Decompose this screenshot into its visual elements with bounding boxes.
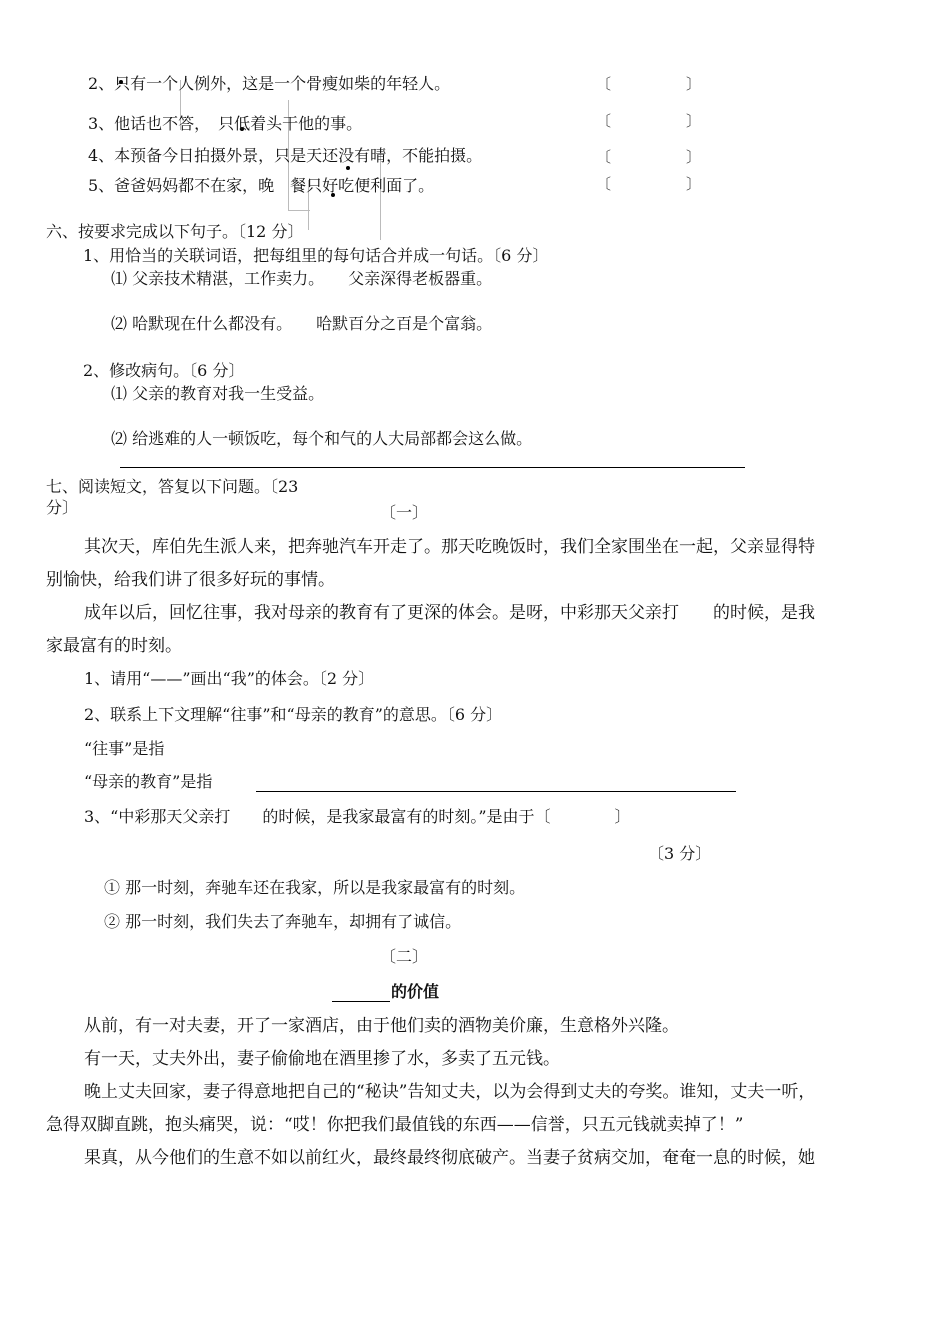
question-6-2-sentence-2: ⑵ 给逃难的人一顿饭吃，每个和气的人大局部都会这么做。 [111,429,533,448]
option-1[interactable]: ① 那一时刻，奔驰车还在我家，所以是我家最富有的时刻。 [104,878,526,897]
question-7-2: 2、联系上下文理解“往事”和“母亲的教育”的意思。〔6 分〕 [84,705,503,724]
option-2[interactable]: ② 那一时刻，我们失去了奔驰车，却拥有了诚信。 [104,912,462,931]
question-6-2-title: 2、修改病句。〔6 分〕 [83,361,245,380]
question-6-1-title: 1、用恰当的关联词语，把每组里的每句话合并成一句话。〔6 分〕 [83,246,549,265]
passage-paragraph: 急得双脚直跳，抱头痛哭，说：“哎！你把我们最值钱的东西——信誉，只五元钱就卖掉了！” [46,1115,744,1135]
question-7-2-b: “母亲的教育”是指 [84,772,213,791]
passage-one-label: 〔一〕 [380,503,429,522]
passage-paragraph: 有一天，丈夫外出，妻子偷偷地在酒里掺了水，多卖了五元钱。 [84,1049,560,1069]
question-6-1-sentence-2: ⑵ 哈默现在什么都没有。 哈默百分之百是个富翁。 [111,314,493,333]
passage-paragraph: 从前，有一对夫妻，开了一家酒店，由于他们卖的酒物美价廉，生意格外兴隆。 [84,1016,679,1036]
question-6-1-sentence-1: ⑴ 父亲技术精湛，工作卖力。 父亲深得老板器重。 [111,269,493,288]
passage-paragraph: 家最富有的时刻。 [46,636,182,656]
passage-paragraph: 果真，从今他们的生意不如以前红火，最终最终彻底破产。当妻子贫病交加，奄奄一息的时候，她 [84,1148,815,1168]
answer-line[interactable] [256,791,736,792]
passage-two-title: 的价值 [391,982,440,1001]
passage-two-label: 〔二〕 [380,947,429,966]
question-7-3-score: 〔3 分〕 [648,844,712,863]
answer-bracket-4[interactable]: 〔 〕 [596,148,702,166]
question-item-5: 5、爸爸妈妈都不在家，晚 餐只好吃便利面了。 [88,176,435,195]
question-7-3: 3、“中彩那天父亲打 的时候，是我家最富有的时刻。”是由于〔 〕 [84,807,631,826]
question-7-2-a: “往事”是指 [84,739,165,758]
question-item-2: 2、只有一个人例外，这是一个骨瘦如柴的年轻人。 [88,74,451,93]
section-seven-heading-cont: 分〕 [46,498,79,517]
question-item-3: 3、他话也不答， 只低着头干他的事。 [88,114,363,133]
passage-paragraph: 成年以后，回忆往事，我对母亲的教育有了更深的体会。是呀，中彩那天父亲打 的时候，是我 [84,603,815,623]
section-six-heading: 六、按要求完成以下句子。〔12 分〕 [46,222,304,241]
question-item-4: 4、本预备今日拍摄外景，只是天还没有晴，不能拍摄。 [88,146,483,165]
title-blank-line[interactable] [332,1001,390,1002]
answer-bracket-3[interactable]: 〔 〕 [596,112,702,130]
answer-bracket-2[interactable]: 〔 〕 [596,75,702,93]
passage-paragraph: 晚上丈夫回家，妻子得意地把自己的“秘诀”告知丈夫，以为会得到丈夫的夸奖。谁知，丈夫一听， [84,1082,816,1102]
section-seven-heading: 七、阅读短文，答复以下问题。〔23 [46,477,299,496]
answer-line[interactable] [120,467,745,468]
passage-paragraph: 别愉快，给我们讲了很多好玩的事情。 [46,570,335,590]
passage-paragraph: 其次天，库伯先生派人来，把奔驰汽车开走了。那天吃晚饭时，我们全家围坐在一起，父亲显得特 [84,537,815,557]
question-6-2-sentence-1: ⑴ 父亲的教育对我一生受益。 [111,384,325,403]
answer-bracket-5[interactable]: 〔 〕 [596,175,702,193]
scan-artifact-line [288,210,310,211]
question-7-1: 1、请用“——”画出“我”的体会。〔2 分〕 [84,669,375,688]
